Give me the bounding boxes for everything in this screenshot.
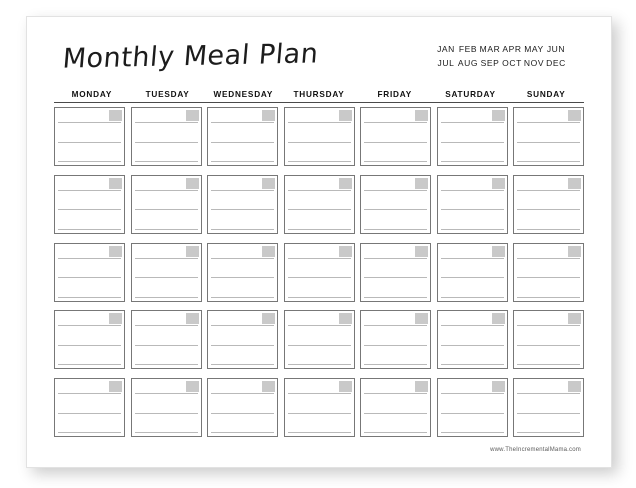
month-nov[interactable]: NOV	[523, 58, 545, 68]
meal-entry-line[interactable]	[58, 393, 121, 394]
calendar-day-cell[interactable]	[54, 310, 125, 369]
calendar-day-cell[interactable]	[360, 175, 431, 234]
meal-entry-line[interactable]	[441, 277, 504, 278]
meal-entry-line[interactable]	[211, 258, 274, 259]
meal-entry-line[interactable]	[135, 345, 198, 346]
meal-entry-line[interactable]	[364, 345, 427, 346]
meal-entry-line[interactable]	[211, 364, 274, 365]
meal-entry-line[interactable]	[364, 364, 427, 365]
day-number-box[interactable]	[339, 110, 352, 121]
meal-entry-lines	[211, 325, 274, 365]
meal-entry-lines	[288, 190, 351, 230]
meal-entry-line[interactable]	[58, 364, 121, 365]
meal-entry-line[interactable]	[364, 142, 427, 143]
meal-entry-line[interactable]	[288, 258, 351, 259]
day-number-box[interactable]	[568, 110, 581, 121]
day-number-box[interactable]	[492, 313, 505, 324]
meal-entry-line[interactable]	[441, 161, 504, 162]
day-number-box[interactable]	[109, 246, 122, 257]
calendar-day-cell[interactable]	[131, 310, 202, 369]
month-row-second	[421, 56, 581, 70]
meal-entry-line[interactable]	[58, 277, 121, 278]
meal-entry-line[interactable]	[517, 297, 580, 298]
day-number-box[interactable]	[415, 178, 428, 189]
meal-entry-line[interactable]	[288, 432, 351, 433]
meal-entry-line[interactable]	[288, 297, 351, 298]
meal-entry-line[interactable]	[211, 393, 274, 394]
meal-entry-lines	[441, 258, 504, 298]
month-selector	[421, 42, 581, 70]
meal-entry-line[interactable]	[441, 209, 504, 210]
day-header-saturday: SATURDAY	[445, 90, 496, 99]
meal-entry-lines	[441, 393, 504, 433]
meal-entry-lines	[517, 190, 580, 230]
page-title: Monthly Meal Plan	[61, 38, 320, 75]
meal-entry-line[interactable]	[211, 229, 274, 230]
meal-entry-line[interactable]	[58, 413, 121, 414]
meal-entry-line[interactable]	[288, 393, 351, 394]
meal-entry-line[interactable]	[517, 258, 580, 259]
month-may[interactable]: MAY	[524, 44, 544, 54]
meal-entry-line[interactable]	[364, 277, 427, 278]
day-number-box[interactable]	[186, 381, 199, 392]
meal-entry-lines	[135, 122, 198, 162]
meal-entry-line[interactable]	[211, 432, 274, 433]
meal-entry-lines	[58, 393, 121, 433]
calendar-grid	[54, 107, 584, 437]
meal-entry-line[interactable]	[211, 142, 274, 143]
meal-entry-lines	[58, 258, 121, 298]
meal-entry-line[interactable]	[135, 393, 198, 394]
day-number-box[interactable]	[262, 246, 275, 257]
meal-entry-line[interactable]	[288, 325, 351, 326]
calendar-day-cell[interactable]	[131, 107, 202, 166]
calendar-day-cell[interactable]	[513, 107, 584, 166]
meal-entry-line[interactable]	[135, 190, 198, 191]
meal-entry-line[interactable]	[135, 277, 198, 278]
day-number-box[interactable]	[339, 381, 352, 392]
day-header-row	[54, 90, 584, 99]
meal-entry-lines	[288, 325, 351, 365]
meal-entry-line[interactable]	[135, 122, 198, 123]
meal-entry-lines	[364, 258, 427, 298]
calendar-day-cell[interactable]	[513, 310, 584, 369]
day-header-divider	[54, 102, 584, 103]
day-number-box[interactable]	[568, 246, 581, 257]
footer-credit: www.TheIncrementalMama.com	[490, 447, 581, 453]
meal-entry-line[interactable]	[58, 209, 121, 210]
meal-entry-line[interactable]	[441, 325, 504, 326]
day-number-box[interactable]	[262, 381, 275, 392]
day-number-box[interactable]	[492, 381, 505, 392]
meal-entry-lines	[211, 393, 274, 433]
printable-sheet	[26, 16, 612, 468]
day-number-box[interactable]	[186, 178, 199, 189]
meal-entry-lines	[441, 190, 504, 230]
calendar-day-cell[interactable]	[207, 107, 278, 166]
day-header-tuesday: TUESDAY	[145, 90, 190, 99]
meal-entry-line[interactable]	[517, 122, 580, 123]
meal-entry-line[interactable]	[517, 345, 580, 346]
meal-entry-line[interactable]	[58, 122, 121, 123]
meal-entry-line[interactable]	[58, 345, 121, 346]
meal-entry-line[interactable]	[364, 258, 427, 259]
month-aug[interactable]: AUG	[457, 58, 479, 68]
meal-entry-line[interactable]	[58, 297, 121, 298]
meal-entry-line[interactable]	[288, 413, 351, 414]
meal-entry-lines	[211, 190, 274, 230]
day-number-box[interactable]	[186, 110, 199, 121]
meal-entry-line[interactable]	[58, 258, 121, 259]
meal-entry-line[interactable]	[517, 413, 580, 414]
meal-entry-lines	[364, 122, 427, 162]
meal-entry-line[interactable]	[288, 122, 351, 123]
month-jun[interactable]: JUN	[546, 44, 566, 54]
meal-entry-line[interactable]	[517, 161, 580, 162]
day-number-box[interactable]	[186, 246, 199, 257]
meal-entry-line[interactable]	[364, 229, 427, 230]
day-header-monday: MONDAY	[71, 90, 113, 99]
meal-entry-line[interactable]	[211, 190, 274, 191]
meal-entry-line[interactable]	[58, 190, 121, 191]
calendar-week-row	[54, 310, 584, 369]
meal-entry-line[interactable]	[211, 209, 274, 210]
month-row-first	[421, 42, 581, 56]
meal-entry-line[interactable]	[364, 122, 427, 123]
meal-entry-line[interactable]	[58, 161, 121, 162]
meal-entry-line[interactable]	[364, 297, 427, 298]
day-number-box[interactable]	[109, 313, 122, 324]
calendar-week-row	[54, 107, 584, 166]
calendar-day-cell[interactable]	[284, 243, 355, 302]
day-number-box[interactable]	[262, 313, 275, 324]
calendar-day-cell[interactable]	[54, 378, 125, 437]
meal-entry-lines	[517, 393, 580, 433]
meal-entry-line[interactable]	[364, 393, 427, 394]
day-number-box[interactable]	[492, 110, 505, 121]
meal-entry-line[interactable]	[211, 297, 274, 298]
calendar-day-cell[interactable]	[437, 107, 508, 166]
meal-entry-lines	[288, 258, 351, 298]
calendar-day-cell[interactable]	[54, 107, 125, 166]
meal-entry-lines	[211, 122, 274, 162]
calendar-day-cell[interactable]	[284, 378, 355, 437]
meal-entry-line[interactable]	[364, 413, 427, 414]
meal-entry-lines	[364, 393, 427, 433]
meal-entry-line[interactable]	[441, 229, 504, 230]
calendar-week-row	[54, 175, 584, 234]
calendar-day-cell[interactable]	[360, 310, 431, 369]
meal-entry-lines	[135, 393, 198, 433]
calendar-day-cell[interactable]	[437, 310, 508, 369]
meal-entry-lines	[517, 122, 580, 162]
meal-entry-line[interactable]	[288, 277, 351, 278]
meal-entry-line[interactable]	[288, 345, 351, 346]
meal-entry-line[interactable]	[517, 209, 580, 210]
day-header-wednesday: WEDNESDAY	[213, 90, 274, 99]
day-number-box[interactable]	[415, 313, 428, 324]
meal-entry-line[interactable]	[517, 142, 580, 143]
sheet-inner	[27, 17, 611, 467]
calendar-day-cell[interactable]	[207, 175, 278, 234]
meal-entry-line[interactable]	[517, 190, 580, 191]
meal-entry-line[interactable]	[441, 432, 504, 433]
meal-entry-line[interactable]	[58, 142, 121, 143]
calendar-day-cell[interactable]	[513, 243, 584, 302]
calendar-day-cell[interactable]	[284, 175, 355, 234]
calendar-day-cell[interactable]	[207, 243, 278, 302]
meal-entry-lines	[288, 122, 351, 162]
meal-entry-line[interactable]	[517, 393, 580, 394]
meal-entry-lines	[364, 190, 427, 230]
calendar-day-cell[interactable]	[131, 243, 202, 302]
meal-entry-lines	[135, 258, 198, 298]
month-apr[interactable]: APR	[502, 44, 522, 54]
calendar-day-cell[interactable]	[513, 378, 584, 437]
meal-entry-line[interactable]	[441, 297, 504, 298]
meal-entry-line[interactable]	[517, 325, 580, 326]
calendar-day-cell[interactable]	[284, 107, 355, 166]
meal-entry-line[interactable]	[517, 229, 580, 230]
day-number-box[interactable]	[186, 313, 199, 324]
meal-entry-line[interactable]	[135, 364, 198, 365]
meal-entry-line[interactable]	[58, 229, 121, 230]
meal-entry-line[interactable]	[211, 161, 274, 162]
day-number-box[interactable]	[339, 178, 352, 189]
calendar-day-cell[interactable]	[131, 378, 202, 437]
meal-entry-line[interactable]	[517, 432, 580, 433]
calendar-day-cell[interactable]	[360, 243, 431, 302]
meal-entry-lines	[517, 258, 580, 298]
meal-entry-lines	[58, 190, 121, 230]
meal-entry-lines	[135, 190, 198, 230]
meal-entry-line[interactable]	[211, 413, 274, 414]
day-number-box[interactable]	[109, 178, 122, 189]
day-header-sunday: SUNDAY	[526, 90, 566, 99]
meal-entry-line[interactable]	[364, 209, 427, 210]
day-header-thursday: THURSDAY	[293, 90, 345, 99]
meal-entry-line[interactable]	[135, 297, 198, 298]
meal-entry-line[interactable]	[135, 413, 198, 414]
meal-entry-line[interactable]	[58, 325, 121, 326]
meal-entry-line[interactable]	[211, 122, 274, 123]
meal-entry-line[interactable]	[211, 345, 274, 346]
day-number-box[interactable]	[262, 178, 275, 189]
meal-entry-line[interactable]	[364, 161, 427, 162]
day-number-box[interactable]	[339, 246, 352, 257]
meal-entry-line[interactable]	[288, 364, 351, 365]
meal-entry-line[interactable]	[517, 364, 580, 365]
meal-entry-line[interactable]	[211, 277, 274, 278]
meal-entry-line[interactable]	[288, 229, 351, 230]
calendar-day-cell[interactable]	[360, 378, 431, 437]
meal-entry-line[interactable]	[441, 190, 504, 191]
month-dec[interactable]: DEC	[546, 58, 566, 68]
day-number-box[interactable]	[109, 381, 122, 392]
day-number-box[interactable]	[568, 178, 581, 189]
calendar-day-cell[interactable]	[437, 175, 508, 234]
calendar-day-cell[interactable]	[437, 243, 508, 302]
meal-entry-line[interactable]	[135, 432, 198, 433]
meal-entry-lines	[364, 325, 427, 365]
day-number-box[interactable]	[492, 178, 505, 189]
day-number-box[interactable]	[415, 246, 428, 257]
meal-entry-line[interactable]	[135, 209, 198, 210]
day-number-box[interactable]	[415, 381, 428, 392]
calendar-day-cell[interactable]	[54, 175, 125, 234]
meal-entry-line[interactable]	[441, 142, 504, 143]
calendar-day-cell[interactable]	[207, 310, 278, 369]
meal-entry-line[interactable]	[135, 229, 198, 230]
month-oct[interactable]: OCT	[502, 58, 522, 68]
month-feb[interactable]: FEB	[458, 44, 478, 54]
meal-entry-line[interactable]	[135, 258, 198, 259]
meal-entry-lines	[58, 122, 121, 162]
calendar-week-row	[54, 378, 584, 437]
day-header-friday: FRIDAY	[377, 90, 412, 99]
meal-entry-line[interactable]	[441, 122, 504, 123]
day-number-box[interactable]	[492, 246, 505, 257]
meal-entry-line[interactable]	[441, 393, 504, 394]
meal-entry-line[interactable]	[211, 325, 274, 326]
meal-entry-lines	[441, 122, 504, 162]
calendar-day-cell[interactable]	[360, 107, 431, 166]
meal-entry-line[interactable]	[288, 190, 351, 191]
meal-entry-lines	[58, 325, 121, 365]
calendar-day-cell[interactable]	[437, 378, 508, 437]
calendar-day-cell[interactable]	[513, 175, 584, 234]
meal-entry-line[interactable]	[58, 432, 121, 433]
calendar-week-row	[54, 243, 584, 302]
meal-entry-line[interactable]	[441, 258, 504, 259]
day-number-box[interactable]	[568, 381, 581, 392]
month-mar[interactable]: MAR	[479, 44, 501, 54]
meal-entry-lines	[288, 393, 351, 433]
meal-entry-line[interactable]	[364, 325, 427, 326]
meal-entry-line[interactable]	[441, 413, 504, 414]
day-number-box[interactable]	[262, 110, 275, 121]
meal-entry-lines	[441, 325, 504, 365]
meal-entry-line[interactable]	[441, 364, 504, 365]
day-number-box[interactable]	[339, 313, 352, 324]
meal-entry-lines	[135, 325, 198, 365]
calendar-day-cell[interactable]	[284, 310, 355, 369]
calendar-day-cell[interactable]	[207, 378, 278, 437]
month-sep[interactable]: SEP	[480, 58, 500, 68]
day-number-box[interactable]	[109, 110, 122, 121]
meal-entry-line[interactable]	[288, 142, 351, 143]
meal-entry-line[interactable]	[441, 345, 504, 346]
meal-entry-lines	[211, 258, 274, 298]
meal-entry-line[interactable]	[364, 432, 427, 433]
meal-entry-lines	[517, 325, 580, 365]
meal-entry-line[interactable]	[364, 190, 427, 191]
calendar-day-cell[interactable]	[54, 243, 125, 302]
calendar-day-cell[interactable]	[131, 175, 202, 234]
day-number-box[interactable]	[415, 110, 428, 121]
meal-entry-line[interactable]	[135, 142, 198, 143]
meal-entry-line[interactable]	[135, 161, 198, 162]
meal-entry-line[interactable]	[288, 161, 351, 162]
month-jul[interactable]: JUL	[437, 58, 455, 68]
day-number-box[interactable]	[568, 313, 581, 324]
month-jan[interactable]: JAN	[437, 44, 455, 54]
meal-entry-line[interactable]	[135, 325, 198, 326]
meal-entry-line[interactable]	[288, 209, 351, 210]
meal-entry-line[interactable]	[517, 277, 580, 278]
